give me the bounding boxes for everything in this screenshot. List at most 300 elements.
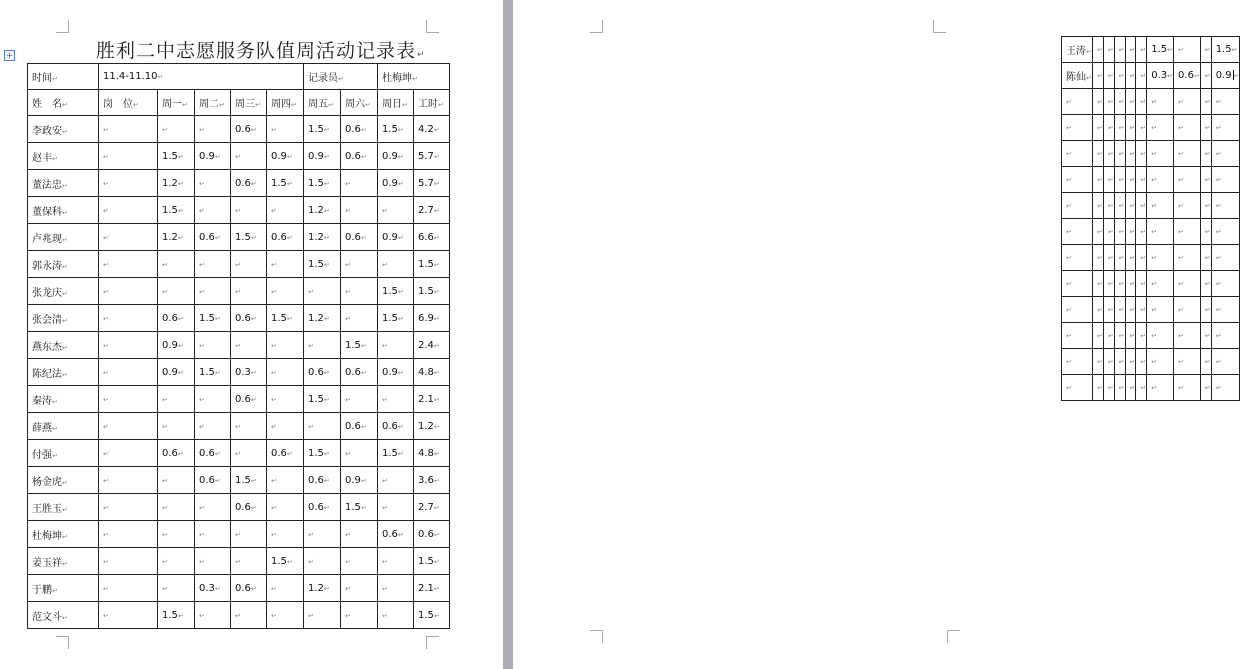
day-cell[interactable] xyxy=(304,143,341,170)
column-header[interactable] xyxy=(195,90,231,116)
day-cell[interactable] xyxy=(1114,37,1125,63)
post-cell[interactable] xyxy=(99,359,158,386)
day-cell[interactable] xyxy=(341,197,378,224)
day-cell[interactable] xyxy=(1103,271,1114,297)
day-cell[interactable] xyxy=(1200,297,1211,323)
day-cell[interactable] xyxy=(1136,349,1147,375)
post-cell[interactable] xyxy=(99,575,158,602)
day-cell[interactable] xyxy=(378,575,414,602)
day-cell[interactable] xyxy=(158,413,195,440)
name-cell[interactable] xyxy=(1062,115,1093,141)
day-cell[interactable] xyxy=(1114,375,1125,401)
day-cell[interactable] xyxy=(378,467,414,494)
day-cell[interactable] xyxy=(267,251,304,278)
day-cell[interactable] xyxy=(1174,297,1201,323)
day-cell[interactable] xyxy=(304,602,341,629)
day-cell[interactable] xyxy=(1174,141,1201,167)
day-cell[interactable] xyxy=(195,359,231,386)
day-cell[interactable] xyxy=(304,305,341,332)
day-cell[interactable] xyxy=(195,548,231,575)
column-header[interactable] xyxy=(267,90,304,116)
date-label[interactable] xyxy=(28,64,99,90)
name-cell[interactable] xyxy=(28,143,99,170)
day-cell[interactable] xyxy=(1147,375,1174,401)
day-cell[interactable] xyxy=(158,386,195,413)
day-cell[interactable] xyxy=(341,494,378,521)
day-cell[interactable] xyxy=(158,251,195,278)
hours-cell[interactable] xyxy=(414,413,450,440)
name-cell[interactable] xyxy=(28,278,99,305)
day-cell[interactable] xyxy=(267,467,304,494)
day-cell[interactable] xyxy=(341,440,378,467)
hours-cell[interactable] xyxy=(1211,63,1240,89)
day-cell[interactable] xyxy=(1136,297,1147,323)
name-cell[interactable] xyxy=(28,413,99,440)
day-cell[interactable] xyxy=(1200,375,1211,401)
name-cell[interactable] xyxy=(28,548,99,575)
day-cell[interactable] xyxy=(1125,37,1136,63)
day-cell[interactable] xyxy=(195,332,231,359)
day-cell[interactable] xyxy=(1136,89,1147,115)
day-cell[interactable] xyxy=(341,251,378,278)
day-cell[interactable] xyxy=(267,386,304,413)
hours-cell[interactable] xyxy=(1211,375,1240,401)
hours-cell[interactable] xyxy=(414,224,450,251)
day-cell[interactable] xyxy=(1174,115,1201,141)
day-cell[interactable] xyxy=(1174,193,1201,219)
day-cell[interactable] xyxy=(1200,219,1211,245)
hours-cell[interactable] xyxy=(414,170,450,197)
day-cell[interactable] xyxy=(1136,245,1147,271)
day-cell[interactable] xyxy=(1200,271,1211,297)
day-cell[interactable] xyxy=(1174,271,1201,297)
recorder-label[interactable] xyxy=(304,64,378,90)
day-cell[interactable] xyxy=(267,332,304,359)
hours-cell[interactable] xyxy=(414,548,450,575)
day-cell[interactable] xyxy=(195,116,231,143)
day-cell[interactable] xyxy=(341,116,378,143)
day-cell[interactable] xyxy=(1200,89,1211,115)
day-cell[interactable] xyxy=(1103,89,1114,115)
column-header[interactable] xyxy=(99,90,158,116)
day-cell[interactable] xyxy=(1174,349,1201,375)
post-cell[interactable] xyxy=(99,224,158,251)
day-cell[interactable] xyxy=(231,548,267,575)
day-cell[interactable] xyxy=(231,386,267,413)
post-cell[interactable] xyxy=(1092,271,1103,297)
day-cell[interactable] xyxy=(378,521,414,548)
day-cell[interactable] xyxy=(195,521,231,548)
hours-cell[interactable] xyxy=(1211,297,1240,323)
post-cell[interactable] xyxy=(1092,349,1103,375)
day-cell[interactable] xyxy=(231,440,267,467)
name-cell[interactable] xyxy=(28,440,99,467)
name-cell[interactable] xyxy=(1062,63,1093,89)
post-cell[interactable] xyxy=(99,305,158,332)
hours-cell[interactable] xyxy=(414,143,450,170)
day-cell[interactable] xyxy=(231,278,267,305)
day-cell[interactable] xyxy=(1174,37,1201,63)
day-cell[interactable] xyxy=(1147,89,1174,115)
day-cell[interactable] xyxy=(1103,297,1114,323)
day-cell[interactable] xyxy=(378,278,414,305)
post-cell[interactable] xyxy=(99,332,158,359)
name-cell[interactable] xyxy=(1062,89,1093,115)
day-cell[interactable] xyxy=(231,116,267,143)
hours-cell[interactable] xyxy=(1211,115,1240,141)
post-cell[interactable] xyxy=(99,116,158,143)
day-cell[interactable] xyxy=(1103,349,1114,375)
day-cell[interactable] xyxy=(195,224,231,251)
name-cell[interactable] xyxy=(28,251,99,278)
post-cell[interactable] xyxy=(99,602,158,629)
day-cell[interactable] xyxy=(158,143,195,170)
day-cell[interactable] xyxy=(267,413,304,440)
name-cell[interactable] xyxy=(28,386,99,413)
day-cell[interactable] xyxy=(1114,323,1125,349)
day-cell[interactable] xyxy=(1114,245,1125,271)
day-cell[interactable] xyxy=(1114,167,1125,193)
recorder-name[interactable] xyxy=(378,64,450,90)
day-cell[interactable] xyxy=(378,548,414,575)
day-cell[interactable] xyxy=(1147,271,1174,297)
column-header[interactable] xyxy=(28,90,99,116)
hours-cell[interactable] xyxy=(414,116,450,143)
name-cell[interactable] xyxy=(1062,193,1093,219)
day-cell[interactable] xyxy=(195,278,231,305)
day-cell[interactable] xyxy=(341,575,378,602)
name-cell[interactable] xyxy=(28,197,99,224)
day-cell[interactable] xyxy=(378,197,414,224)
day-cell[interactable] xyxy=(1200,37,1211,63)
day-cell[interactable] xyxy=(1136,219,1147,245)
name-cell[interactable] xyxy=(28,116,99,143)
day-cell[interactable] xyxy=(231,143,267,170)
day-cell[interactable] xyxy=(1200,245,1211,271)
hours-cell[interactable] xyxy=(414,494,450,521)
column-header[interactable] xyxy=(378,90,414,116)
name-cell[interactable] xyxy=(28,170,99,197)
day-cell[interactable] xyxy=(1125,245,1136,271)
post-cell[interactable] xyxy=(1092,219,1103,245)
day-cell[interactable] xyxy=(267,143,304,170)
day-cell[interactable] xyxy=(1147,193,1174,219)
day-cell[interactable] xyxy=(1200,63,1211,89)
day-cell[interactable] xyxy=(1136,271,1147,297)
hours-cell[interactable] xyxy=(1211,245,1240,271)
day-cell[interactable] xyxy=(304,548,341,575)
day-cell[interactable] xyxy=(1125,115,1136,141)
day-cell[interactable] xyxy=(231,332,267,359)
day-cell[interactable] xyxy=(267,305,304,332)
day-cell[interactable] xyxy=(267,548,304,575)
day-cell[interactable] xyxy=(158,197,195,224)
day-cell[interactable] xyxy=(231,197,267,224)
name-cell[interactable] xyxy=(1062,323,1093,349)
day-cell[interactable] xyxy=(1136,167,1147,193)
day-cell[interactable] xyxy=(1114,63,1125,89)
hours-cell[interactable] xyxy=(414,602,450,629)
hours-cell[interactable] xyxy=(414,575,450,602)
day-cell[interactable] xyxy=(1147,141,1174,167)
post-cell[interactable] xyxy=(1092,323,1103,349)
day-cell[interactable] xyxy=(304,413,341,440)
day-cell[interactable] xyxy=(1103,167,1114,193)
day-cell[interactable] xyxy=(1147,219,1174,245)
name-cell[interactable] xyxy=(28,467,99,494)
table-move-handle-icon[interactable]: + xyxy=(4,50,15,61)
hours-cell[interactable] xyxy=(414,521,450,548)
day-cell[interactable] xyxy=(195,494,231,521)
day-cell[interactable] xyxy=(304,440,341,467)
post-cell[interactable] xyxy=(1092,141,1103,167)
day-cell[interactable] xyxy=(195,197,231,224)
day-cell[interactable] xyxy=(304,278,341,305)
day-cell[interactable] xyxy=(304,575,341,602)
day-cell[interactable] xyxy=(1136,115,1147,141)
hours-cell[interactable] xyxy=(1211,323,1240,349)
day-cell[interactable] xyxy=(158,170,195,197)
day-cell[interactable] xyxy=(158,278,195,305)
day-cell[interactable] xyxy=(267,521,304,548)
day-cell[interactable] xyxy=(267,440,304,467)
post-cell[interactable] xyxy=(99,521,158,548)
hours-cell[interactable] xyxy=(1211,219,1240,245)
day-cell[interactable] xyxy=(378,116,414,143)
name-cell[interactable] xyxy=(1062,219,1093,245)
day-cell[interactable] xyxy=(341,332,378,359)
day-cell[interactable] xyxy=(341,413,378,440)
day-cell[interactable] xyxy=(158,440,195,467)
hours-cell[interactable] xyxy=(1211,349,1240,375)
hours-cell[interactable] xyxy=(1211,167,1240,193)
day-cell[interactable] xyxy=(341,521,378,548)
day-cell[interactable] xyxy=(1200,167,1211,193)
name-cell[interactable] xyxy=(28,602,99,629)
hours-cell[interactable] xyxy=(1211,141,1240,167)
day-cell[interactable] xyxy=(267,359,304,386)
day-cell[interactable] xyxy=(1114,219,1125,245)
day-cell[interactable] xyxy=(158,332,195,359)
post-cell[interactable] xyxy=(1092,245,1103,271)
day-cell[interactable] xyxy=(304,197,341,224)
day-cell[interactable] xyxy=(1125,297,1136,323)
hours-cell[interactable] xyxy=(414,440,450,467)
day-cell[interactable] xyxy=(304,251,341,278)
day-cell[interactable] xyxy=(267,170,304,197)
day-cell[interactable] xyxy=(1174,63,1201,89)
hours-cell[interactable] xyxy=(1211,89,1240,115)
day-cell[interactable] xyxy=(158,467,195,494)
day-cell[interactable] xyxy=(195,413,231,440)
day-cell[interactable] xyxy=(1147,37,1174,63)
day-cell[interactable] xyxy=(267,116,304,143)
post-cell[interactable] xyxy=(1092,167,1103,193)
day-cell[interactable] xyxy=(378,251,414,278)
day-cell[interactable] xyxy=(195,575,231,602)
day-cell[interactable] xyxy=(341,170,378,197)
post-cell[interactable] xyxy=(99,440,158,467)
day-cell[interactable] xyxy=(1103,37,1114,63)
day-cell[interactable] xyxy=(231,602,267,629)
post-cell[interactable] xyxy=(1092,193,1103,219)
day-cell[interactable] xyxy=(1200,349,1211,375)
post-cell[interactable] xyxy=(99,197,158,224)
day-cell[interactable] xyxy=(231,521,267,548)
day-cell[interactable] xyxy=(1136,141,1147,167)
day-cell[interactable] xyxy=(267,602,304,629)
day-cell[interactable] xyxy=(1200,323,1211,349)
day-cell[interactable] xyxy=(195,602,231,629)
day-cell[interactable] xyxy=(1125,323,1136,349)
day-cell[interactable] xyxy=(1174,219,1201,245)
day-cell[interactable] xyxy=(1125,167,1136,193)
day-cell[interactable] xyxy=(341,602,378,629)
column-header[interactable] xyxy=(158,90,195,116)
day-cell[interactable] xyxy=(231,467,267,494)
day-cell[interactable] xyxy=(304,467,341,494)
post-cell[interactable] xyxy=(99,386,158,413)
post-cell[interactable] xyxy=(1092,63,1103,89)
day-cell[interactable] xyxy=(158,116,195,143)
day-cell[interactable] xyxy=(195,305,231,332)
day-cell[interactable] xyxy=(1174,167,1201,193)
hours-cell[interactable] xyxy=(414,197,450,224)
day-cell[interactable] xyxy=(231,359,267,386)
day-cell[interactable] xyxy=(195,170,231,197)
day-cell[interactable] xyxy=(1114,271,1125,297)
day-cell[interactable] xyxy=(1174,245,1201,271)
day-cell[interactable] xyxy=(1114,89,1125,115)
post-cell[interactable] xyxy=(1092,37,1103,63)
name-cell[interactable] xyxy=(28,359,99,386)
day-cell[interactable] xyxy=(378,224,414,251)
name-cell[interactable] xyxy=(28,305,99,332)
day-cell[interactable] xyxy=(304,116,341,143)
day-cell[interactable] xyxy=(341,359,378,386)
day-cell[interactable] xyxy=(378,170,414,197)
day-cell[interactable] xyxy=(1200,141,1211,167)
day-cell[interactable] xyxy=(158,494,195,521)
hours-cell[interactable] xyxy=(414,305,450,332)
day-cell[interactable] xyxy=(1125,89,1136,115)
day-cell[interactable] xyxy=(1125,349,1136,375)
day-cell[interactable] xyxy=(341,224,378,251)
day-cell[interactable] xyxy=(378,602,414,629)
column-header[interactable] xyxy=(414,90,450,116)
day-cell[interactable] xyxy=(1125,63,1136,89)
post-cell[interactable] xyxy=(99,494,158,521)
hours-cell[interactable] xyxy=(414,278,450,305)
day-cell[interactable] xyxy=(341,278,378,305)
day-cell[interactable] xyxy=(378,440,414,467)
day-cell[interactable] xyxy=(1147,323,1174,349)
day-cell[interactable] xyxy=(1174,323,1201,349)
hours-cell[interactable] xyxy=(414,386,450,413)
day-cell[interactable] xyxy=(267,575,304,602)
day-cell[interactable] xyxy=(158,548,195,575)
day-cell[interactable] xyxy=(304,494,341,521)
day-cell[interactable] xyxy=(1125,193,1136,219)
name-cell[interactable] xyxy=(1062,141,1093,167)
day-cell[interactable] xyxy=(195,251,231,278)
day-cell[interactable] xyxy=(231,251,267,278)
name-cell[interactable] xyxy=(1062,271,1093,297)
column-header[interactable] xyxy=(231,90,267,116)
day-cell[interactable] xyxy=(1114,141,1125,167)
day-cell[interactable] xyxy=(1147,115,1174,141)
day-cell[interactable] xyxy=(378,359,414,386)
post-cell[interactable] xyxy=(1092,115,1103,141)
day-cell[interactable] xyxy=(1103,115,1114,141)
post-cell[interactable] xyxy=(99,548,158,575)
post-cell[interactable] xyxy=(1092,89,1103,115)
day-cell[interactable] xyxy=(158,359,195,386)
day-cell[interactable] xyxy=(195,143,231,170)
hours-cell[interactable] xyxy=(414,332,450,359)
day-cell[interactable] xyxy=(1200,115,1211,141)
day-cell[interactable] xyxy=(378,143,414,170)
day-cell[interactable] xyxy=(1147,297,1174,323)
day-cell[interactable] xyxy=(341,143,378,170)
day-cell[interactable] xyxy=(231,413,267,440)
date-value[interactable] xyxy=(99,64,304,90)
post-cell[interactable] xyxy=(99,467,158,494)
day-cell[interactable] xyxy=(231,170,267,197)
day-cell[interactable] xyxy=(1103,245,1114,271)
day-cell[interactable] xyxy=(158,521,195,548)
day-cell[interactable] xyxy=(1103,63,1114,89)
day-cell[interactable] xyxy=(231,494,267,521)
day-cell[interactable] xyxy=(1103,193,1114,219)
name-cell[interactable] xyxy=(28,521,99,548)
name-cell[interactable] xyxy=(28,332,99,359)
day-cell[interactable] xyxy=(1136,193,1147,219)
day-cell[interactable] xyxy=(1125,219,1136,245)
day-cell[interactable] xyxy=(231,305,267,332)
hours-cell[interactable] xyxy=(414,251,450,278)
hours-cell[interactable] xyxy=(414,359,450,386)
day-cell[interactable] xyxy=(378,305,414,332)
day-cell[interactable] xyxy=(1136,37,1147,63)
day-cell[interactable] xyxy=(231,575,267,602)
post-cell[interactable] xyxy=(1092,375,1103,401)
day-cell[interactable] xyxy=(1103,141,1114,167)
day-cell[interactable] xyxy=(1114,297,1125,323)
name-cell[interactable] xyxy=(28,224,99,251)
day-cell[interactable] xyxy=(304,170,341,197)
post-cell[interactable] xyxy=(1092,297,1103,323)
name-cell[interactable] xyxy=(28,575,99,602)
day-cell[interactable] xyxy=(1103,375,1114,401)
day-cell[interactable] xyxy=(195,386,231,413)
name-cell[interactable] xyxy=(1062,245,1093,271)
name-cell[interactable] xyxy=(1062,297,1093,323)
day-cell[interactable] xyxy=(378,332,414,359)
day-cell[interactable] xyxy=(267,278,304,305)
day-cell[interactable] xyxy=(1125,271,1136,297)
day-cell[interactable] xyxy=(1103,219,1114,245)
day-cell[interactable] xyxy=(1114,349,1125,375)
day-cell[interactable] xyxy=(158,224,195,251)
day-cell[interactable] xyxy=(1174,375,1201,401)
day-cell[interactable] xyxy=(195,440,231,467)
name-cell[interactable] xyxy=(1062,37,1093,63)
name-cell[interactable] xyxy=(1062,375,1093,401)
hours-cell[interactable] xyxy=(1211,37,1240,63)
day-cell[interactable] xyxy=(1136,323,1147,349)
day-cell[interactable] xyxy=(231,224,267,251)
